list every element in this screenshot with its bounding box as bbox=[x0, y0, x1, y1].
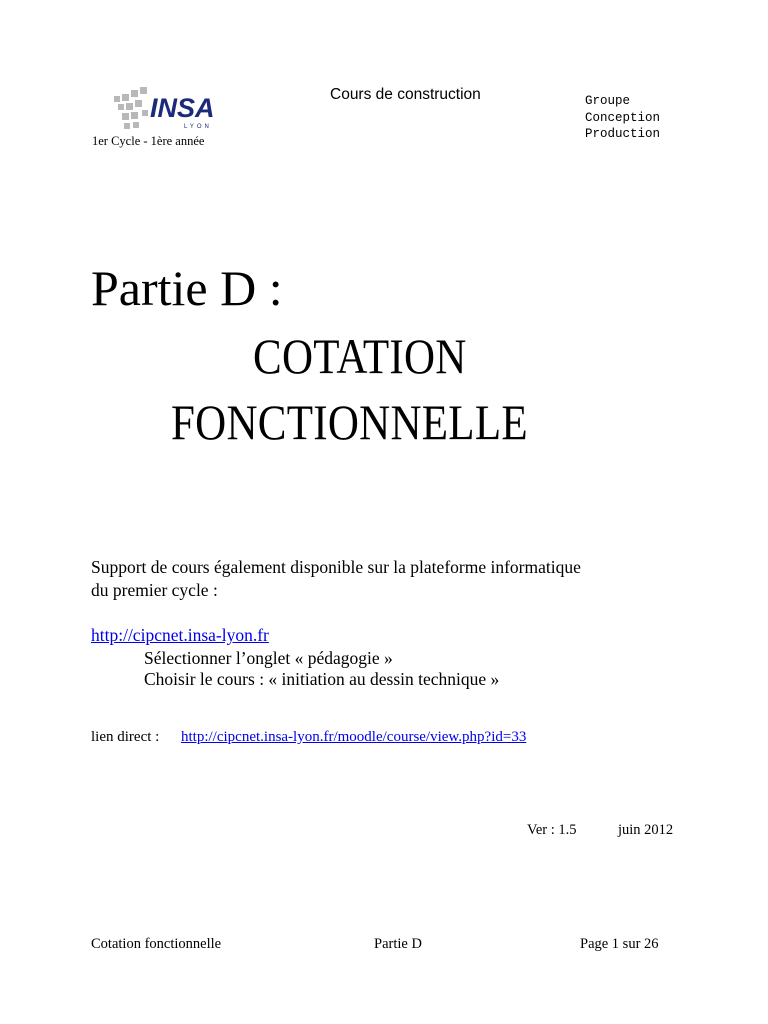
version-date: juin 2012 bbox=[618, 822, 674, 838]
logo-subtext: LYON bbox=[184, 124, 212, 130]
group-block bbox=[585, 93, 660, 143]
footer-page-number: Page 1 sur 26 bbox=[580, 936, 659, 952]
version-label: Ver : 1.5 bbox=[527, 822, 577, 838]
insa-logo-graphic bbox=[112, 84, 222, 140]
support-line: Support de cours également disponible sur la plateforme informatique bbox=[91, 557, 581, 577]
insa-logo bbox=[112, 84, 222, 140]
group-line: Conception bbox=[585, 110, 661, 125]
logo-dots-icon bbox=[114, 87, 148, 129]
logo-wordmark: INSA bbox=[150, 93, 215, 123]
group-line: Production bbox=[585, 127, 661, 141]
group-line: Groupe bbox=[585, 94, 631, 108]
footer-left: Cotation fonctionnelle bbox=[91, 936, 222, 952]
support-line: du premier cycle : bbox=[91, 580, 218, 600]
footer-center: Partie D bbox=[374, 936, 422, 952]
main-title-line2: FONCTIONNELLE bbox=[171, 394, 528, 450]
direct-link-label: lien direct : bbox=[91, 729, 160, 745]
part-title: Partie D : bbox=[91, 260, 283, 316]
platform-link[interactable]: http://cipcnet.insa-lyon.fr bbox=[91, 625, 269, 645]
instruction-step-2: Choisir le cours : « initiation au dessin technique » bbox=[144, 669, 500, 689]
cycle-label: 1er Cycle - 1ère année bbox=[92, 134, 205, 148]
direct-course-link[interactable]: http://cipcnet.insa-lyon.fr/moodle/course/view.php?id=33 bbox=[181, 729, 527, 745]
main-title-line1: COTATION bbox=[253, 328, 467, 384]
course-title: Cours de construction bbox=[330, 86, 481, 103]
support-paragraph bbox=[91, 556, 581, 602]
instruction-step-1: Sélectionner l’onglet « pédagogie » bbox=[144, 648, 393, 668]
